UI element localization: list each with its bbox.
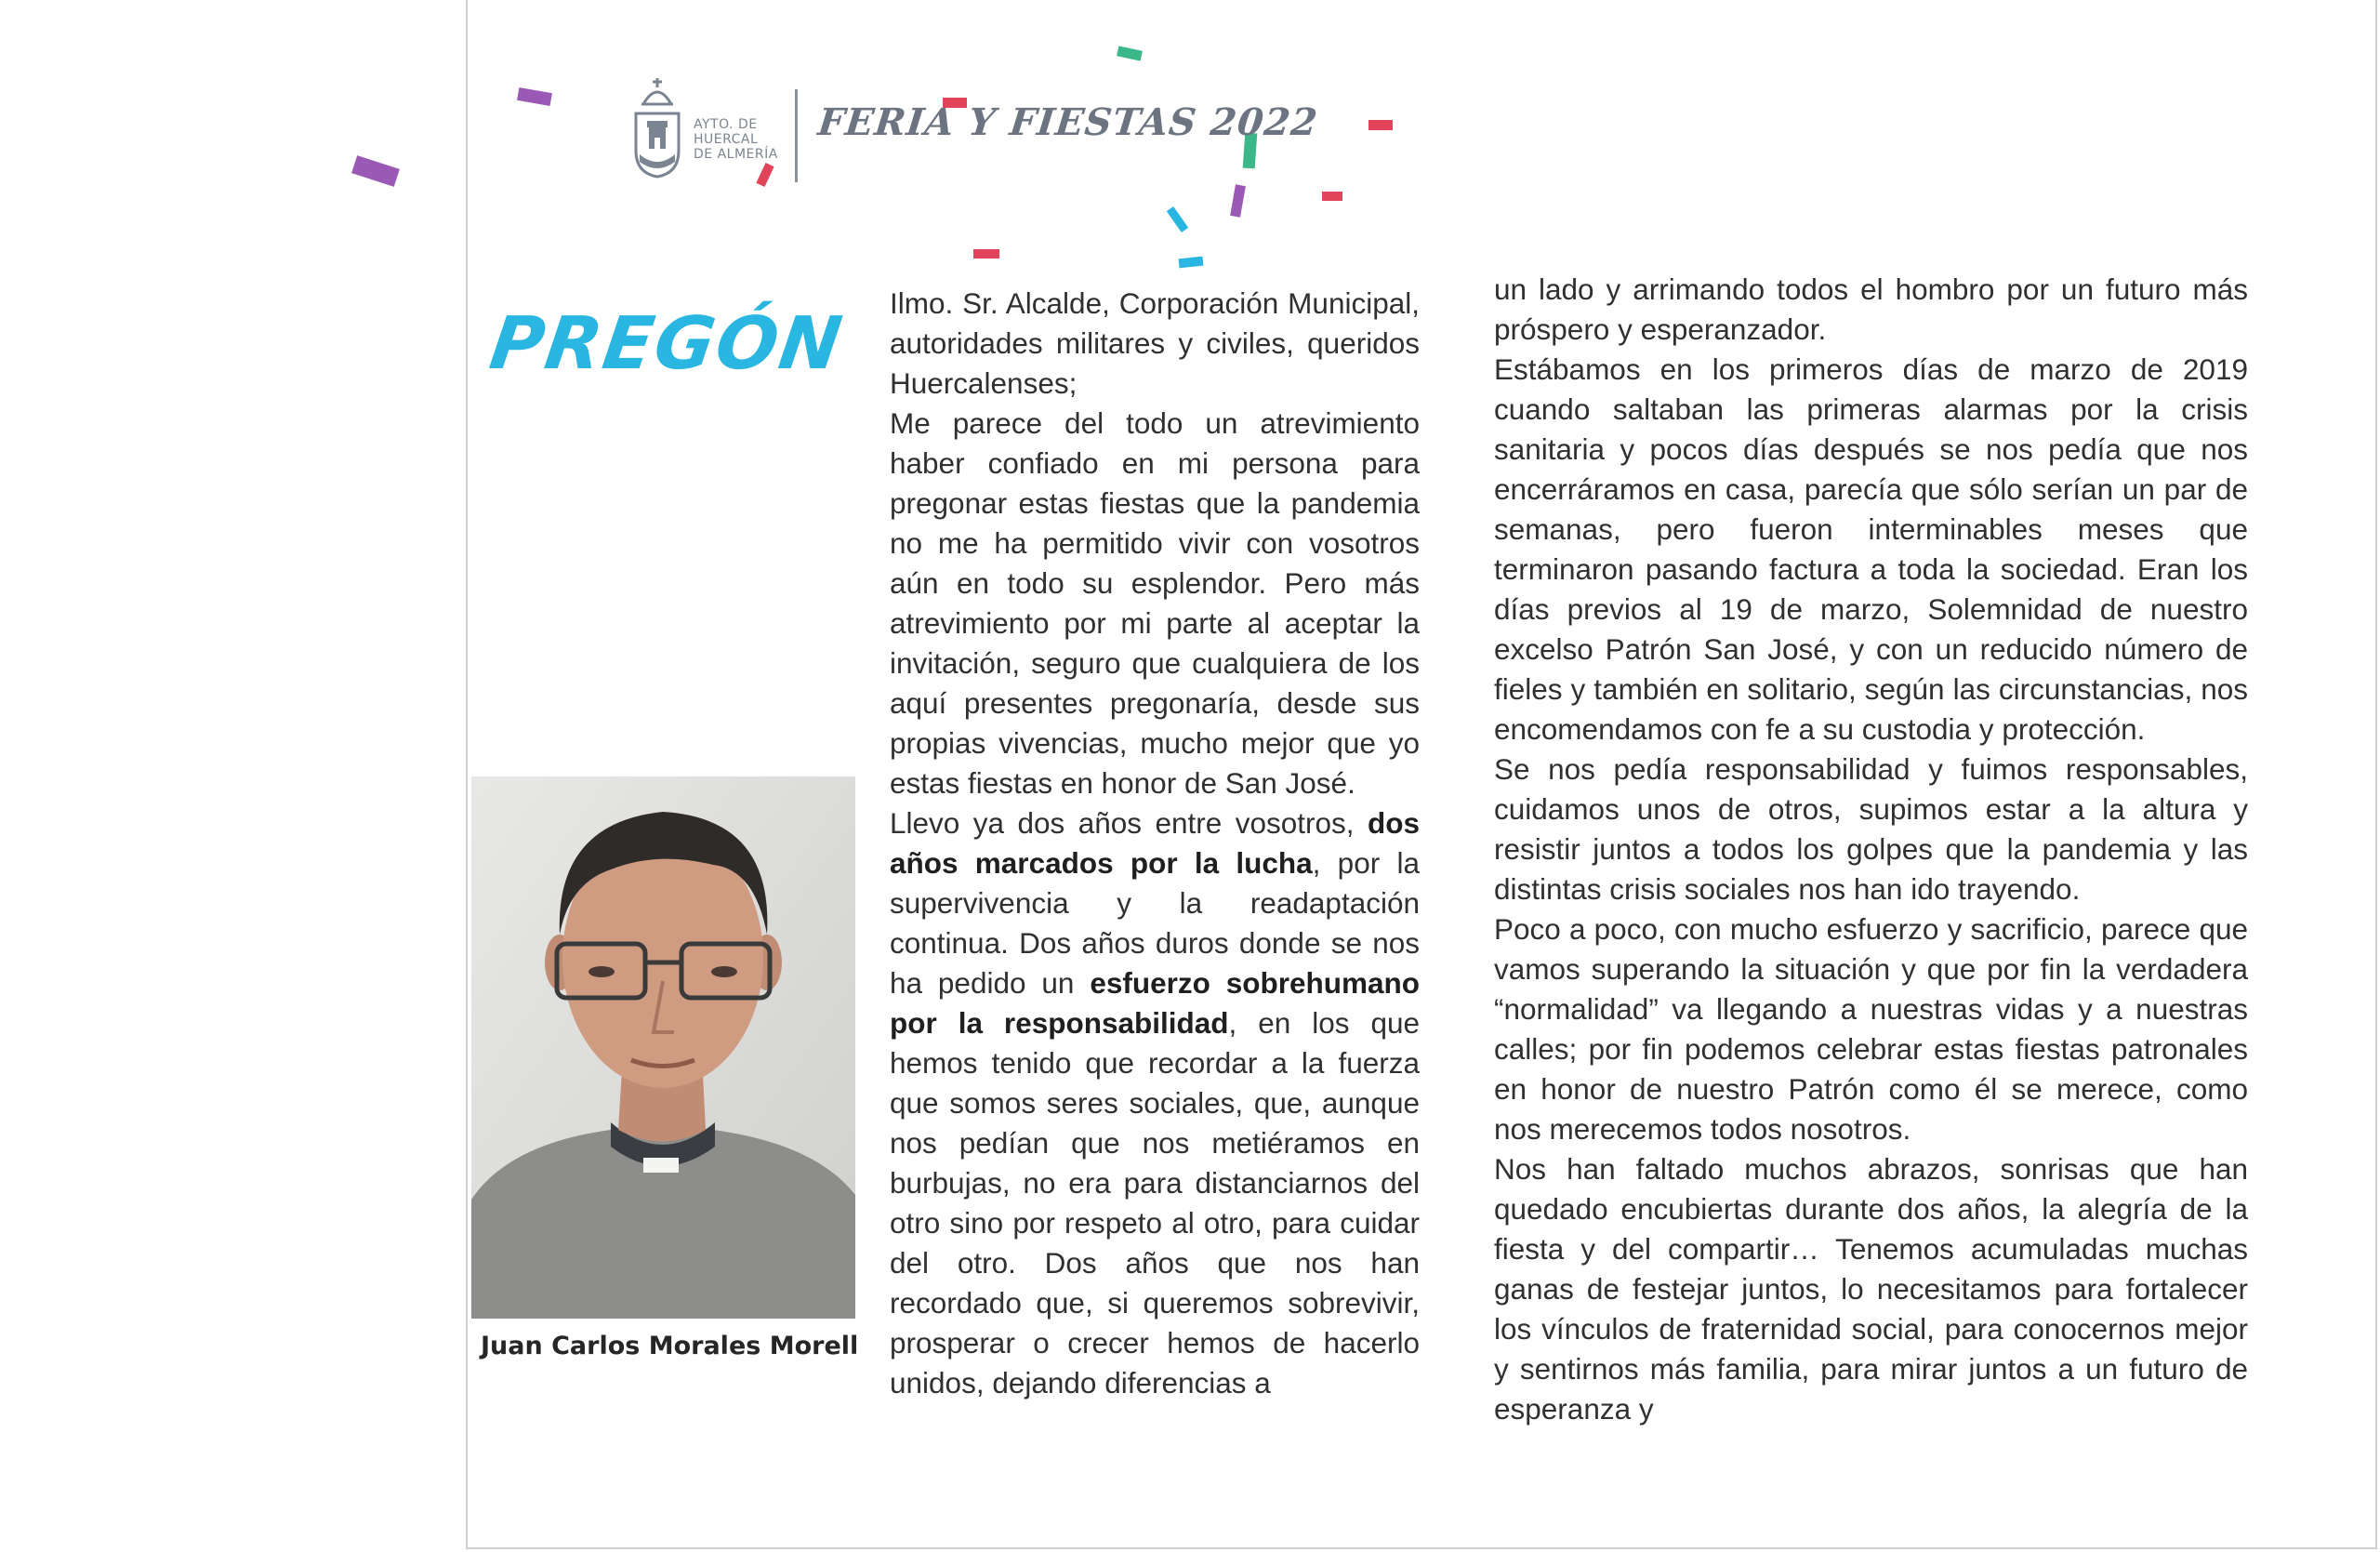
text-run: , en los que hemos tenido que recordar a la fuerza que somos seres sociales, que, aunque nos pedían que nos metiéramos en burbujas, no era para distanciarnos del otro sino por respeto al otro, para cuidar del otro. Dos años que nos han recordado que, si queremos sobrevivir, prosperar o crecer hemos de hacerlo unidos, dejando diferencias a: [890, 1006, 1420, 1399]
text-column-left: [890, 284, 1420, 1403]
logo-text: [694, 117, 778, 162]
section-title: PREGÓN: [484, 302, 849, 386]
paragraph: un lado y arrimando todos el hombro por un futuro más próspero y esperanzador.: [1494, 272, 2248, 346]
paragraph: Se nos pedía responsabilidad y fuimos responsables, cuidamos unos de otros, supimos estar a la altura y resistir juntos a todos los golpes que la pandemia y las distintas crisis sociales nos han ido trayendo.: [1494, 752, 2248, 906]
photo-caption: Juan Carlos Morales Morell: [481, 1332, 859, 1360]
portrait-photo: [471, 776, 855, 1319]
bold-text: esfuerzo sobrehumano por la responsabilidad: [890, 966, 1420, 1040]
confetti-piece: [973, 249, 999, 259]
bold-text: dos años marcados por la lucha: [890, 806, 1420, 880]
logo-line: AYTO. DE: [694, 117, 758, 132]
confetti-piece: [1368, 120, 1393, 130]
paragraph: [890, 803, 1420, 1403]
paragraph: Poco a poco, con mucho esfuerzo y sacrificio, parece que vamos superando la situación y que por fin la verdadera “normalidad” va llegando a nuestras vidas y a nuestras calles; por fin podemos celebrar estas fiestas patronales en honor de nuestro Patrón como él se merece, como nos merecemos todos nosotros.: [1494, 912, 2248, 1146]
header-divider: [795, 89, 798, 182]
municipal-shield-logo: [630, 76, 684, 179]
paragraph: Nos han faltado muchos abrazos, sonrisas que han quedado encubiertas durante dos años, la alegría de la fiesta y del compartir… Tenemos acumuladas muchas ganas de festejar juntos, lo necesitamos para fortalecer los vínculos de fraternidad social, para conocernos mejor y sentirnos más familia, para mirar juntos a un futuro de esperanza y: [1494, 1152, 2248, 1426]
header-title: FERIA Y FIESTAS 2022: [815, 100, 1321, 144]
paragraph: Ilmo. Sr. Alcalde, Corporación Municipal, autoridades militares y civiles, queridos Huercalenses;: [890, 286, 1420, 400]
confetti-piece: [351, 155, 400, 187]
logo-line: DE ALMERÍA: [694, 147, 778, 162]
text-run: Llevo ya dos años entre vosotros,: [890, 806, 1368, 840]
paragraph: Estábamos en los primeros días de marzo de 2019 cuando saltaban las primeras alarmas por la crisis sanitaria y pocos días después se nos pedía que nos encerráramos en casa, parecía que sólo serían un par de semanas, pero fueron interminables meses que terminaron pasando factura a toda la sociedad. Eran los días previos al 19 de marzo, Solemnidad de nuestro excelso Patrón San José, y con un reducido número de fieles y también en solitario, según las circunstancias, nos encomendamos con fe a su custodia y protección.: [1494, 352, 2248, 746]
text-run: , por la supervivencia y la readaptación continua. Dos años duros donde se nos ha pedido un: [890, 846, 1420, 1000]
logo-line: HUERCAL: [694, 132, 759, 147]
text-column-right: [1494, 270, 2248, 1429]
paragraph: Me parece del todo un atrevimiento haber confiado en mi persona para pregonar estas fiestas que la pandemia no me ha permitido vivir con vosotros aún en todo su esplendor. Pero más atrevimiento por mi parte al aceptar la invitación, seguro que cualquiera de los aquí presentes pregonaría, desde sus propias vivencias, mucho mejor que yo estas fiestas en honor de San José.: [890, 406, 1420, 800]
confetti-piece: [1322, 192, 1342, 201]
